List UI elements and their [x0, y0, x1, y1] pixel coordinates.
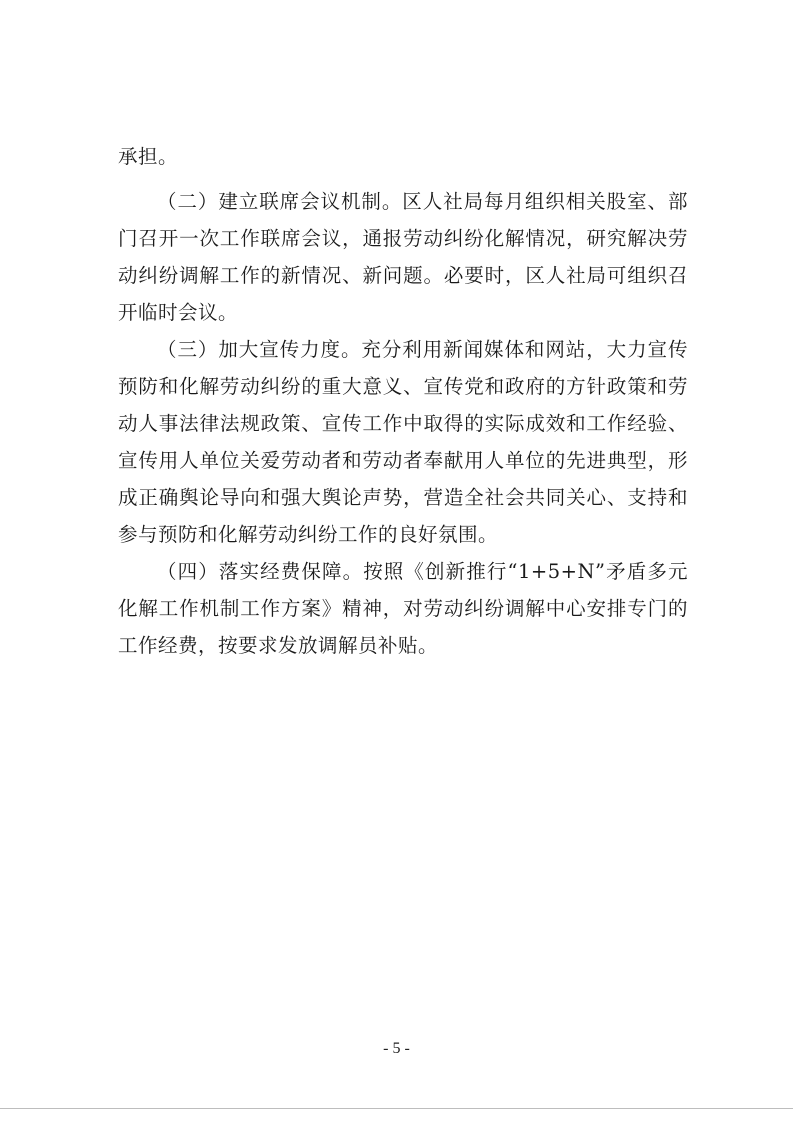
- paragraph-line: （四）落实经费保障。按照《创新推行“1+5+N”矛盾多元: [157, 560, 688, 583]
- paragraph-line: 化解工作机制工作方案》精神，对劳动纠纷调解中心安排专门的: [118, 597, 688, 620]
- page-number: - 5 -: [383, 1040, 410, 1057]
- paragraph-line: 参与预防和化解劳动纠纷工作的良好氛围。: [118, 523, 499, 546]
- bottom-divider: [0, 1108, 793, 1109]
- paragraph-line: 成正确舆论导向和强大舆论声势，营造全社会共同关心、支持和: [118, 486, 688, 509]
- paragraph-line: （三）加大宣传力度。充分利用新闻媒体和网站，大力宣传: [157, 338, 688, 361]
- paragraph-line: 工作经费，按要求发放调解员补贴。: [118, 634, 439, 657]
- paragraph-line: 动纠纷调解工作的新情况、新问题。必要时，区人社局可组织召: [118, 264, 688, 287]
- paragraph-line: 开临时会议。: [118, 301, 239, 324]
- paragraph-line: 承担。: [118, 145, 179, 168]
- paragraph-line: 动人事法律法规政策、宣传工作中取得的实际成效和工作经验、: [118, 412, 688, 435]
- paragraph-line: 预防和化解劳动纠纷的重大意义、宣传党和政府的方针政策和劳: [118, 375, 688, 398]
- paragraph-line: 门召开一次工作联席会议，通报劳动纠纷化解情况，研究解决劳: [118, 227, 688, 250]
- paragraph-line: （二）建立联席会议机制。区人社局每月组织相关股室、部: [157, 190, 688, 213]
- paragraph-line: 宣传用人单位关爱劳动者和劳动者奉献用人单位的先进典型，形: [118, 449, 688, 472]
